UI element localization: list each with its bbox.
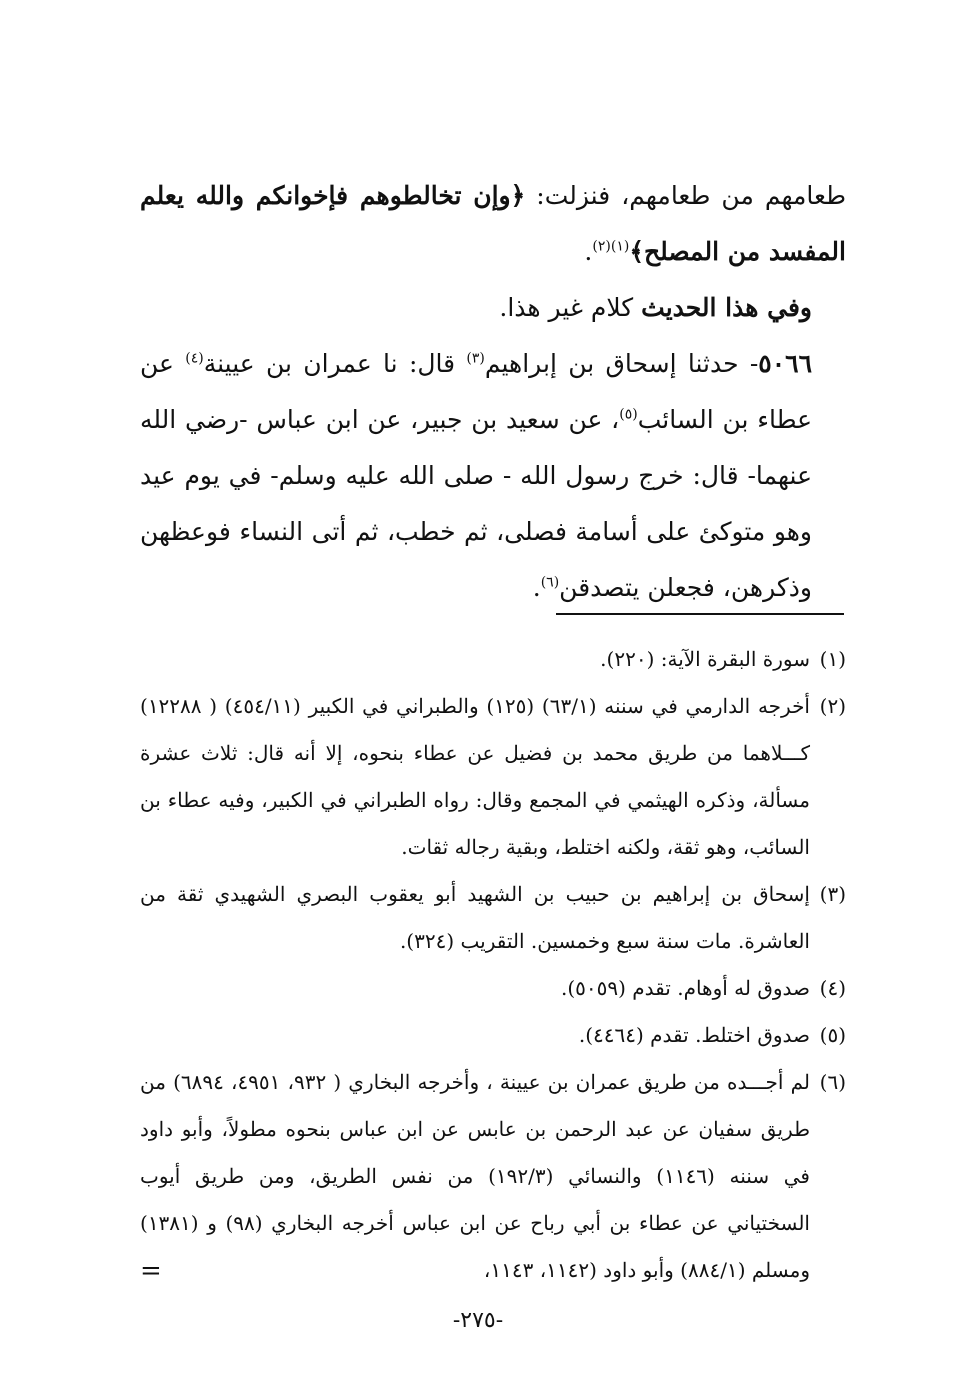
footnote-number: (٤) [819, 976, 846, 1000]
footnote-number: (٣) [819, 882, 846, 906]
footnote [140, 871, 846, 965]
footnote-ref: (٥) [619, 406, 638, 423]
paragraph-note [140, 280, 846, 336]
footnote-text: صدوق له أوهام. تقدم (٥٠٥٩). [560, 976, 810, 1000]
footnote-number: (١) [819, 647, 846, 671]
paragraph-text: طعامهم من طعامهم، فنزلت: [525, 181, 846, 210]
footnote-text: سورة البقرة الآية: (٢٢٠). [600, 647, 810, 671]
footnote-text: صدوق اختلط. تقدم (٤٤٦٤). [578, 1023, 810, 1047]
page-number: -٢٧٥- [452, 1308, 504, 1333]
bold-phrase: وفي هذا الحديث [641, 293, 812, 322]
paragraph-hadith: ٥٠٦٦- حدثنا إسحاق بن إبراهيم$^{(٣)}$ قال: نا عمران بن عيينة$^{(٤)}$ عن عطاء بن السائب$^{(٥)}$، عن سعيد بن جبير، عن ابن عباس -رضي الله عنهما- قال: خرج رسول الله - صلى الله عليه وسلم- في يوم عيد وهو متوكئ على أسامة فصلى، ثم خطب، ثم أتى النساء فوعظهن وذكرهن، فجعلن يتصدقن$^{(٦)}$. [140, 349, 812, 602]
footnote-text: إسحاق بن إبراهيم بن حبيب بن الشهيد أبو يعقوب البصري الشهيدي ثقة من العاشرة. مات سنة سبع وخمسين. التقريب (٣٢٤). [140, 882, 810, 953]
footnote-ref: (١)(٢) [592, 238, 630, 255]
footnote-ref: (٣) [466, 350, 485, 367]
footnote [140, 1012, 846, 1059]
footnote-number: (٢) [819, 694, 846, 718]
paragraph-text: - حدثنا إسحاق بن إبراهيم [484, 349, 759, 378]
footnote [140, 683, 846, 871]
quran-verse: ﴿وإن تخالطوهم فإخوانكم والله يعلم المفسد من المصلح﴾ [140, 181, 846, 266]
footnote [140, 965, 846, 1012]
continuation-mark: = [140, 1256, 162, 1286]
footnote-ref: (٦) [540, 574, 560, 591]
footnote-ref: (٤) [185, 350, 204, 367]
footnote-number: (٥) [819, 1023, 846, 1047]
paragraph-quran: طعامهم من طعامهم، فنزلت: ﴿وإن تخالطوهم فإخوانكم والله يعلم المفسد من المصلح﴾$^{(١)(٢)}$. [140, 181, 846, 266]
footnote-text: أخرجه الدارمي في سننه (٦٣/١) (١٢٥) والطبراني في الكبير (٤٥٤/١١) ( ١٢٢٨٨) كـــلاهما من طريق محمد بن فضيل عن عطاء بنحوه، إلا أنه قال: ثلاث عشرة مسألة، وذكره الهيثمي في المجمع وقال: رواه الطبراني في الكبير، وفيه عطاء بن السائب، وهو ثقة، ولكنه اختلط، وبقية رجاله ثقات. [140, 694, 810, 859]
paragraph-text: كلام غير هذا. [499, 293, 642, 322]
footnotes [140, 636, 846, 1294]
footnote-number: (٦) [819, 1070, 846, 1094]
main-text [140, 168, 846, 616]
footnote [140, 636, 846, 683]
footnote-text: لم أجـــده من طريق عمران بن عيينة ، وأخرجه البخاري ( ٩٣٢، ٤٩٥١، ٦٨٩٤) من طريق سفيان عن عبد الرحمن بن عابس عن ابن عباس بنحوه مطولاً، وأبو داود في سننه (١١٤٦) والنسائي (١٩٢/٣) من نفس الطريق، ومن طريق أيوب السختياني عن عطاء بن أبي رباح عن ابن عباس أخرجه البخاري (٩٨) و (١٣٨١) ومسلم (٨٨٤/١) وأبو داود (١١٤٢، ١١٤٣، [140, 1070, 811, 1282]
hadith-number: ٥٠٦٦ [758, 349, 812, 378]
footnote-divider [556, 613, 844, 615]
footnote [140, 1059, 846, 1294]
